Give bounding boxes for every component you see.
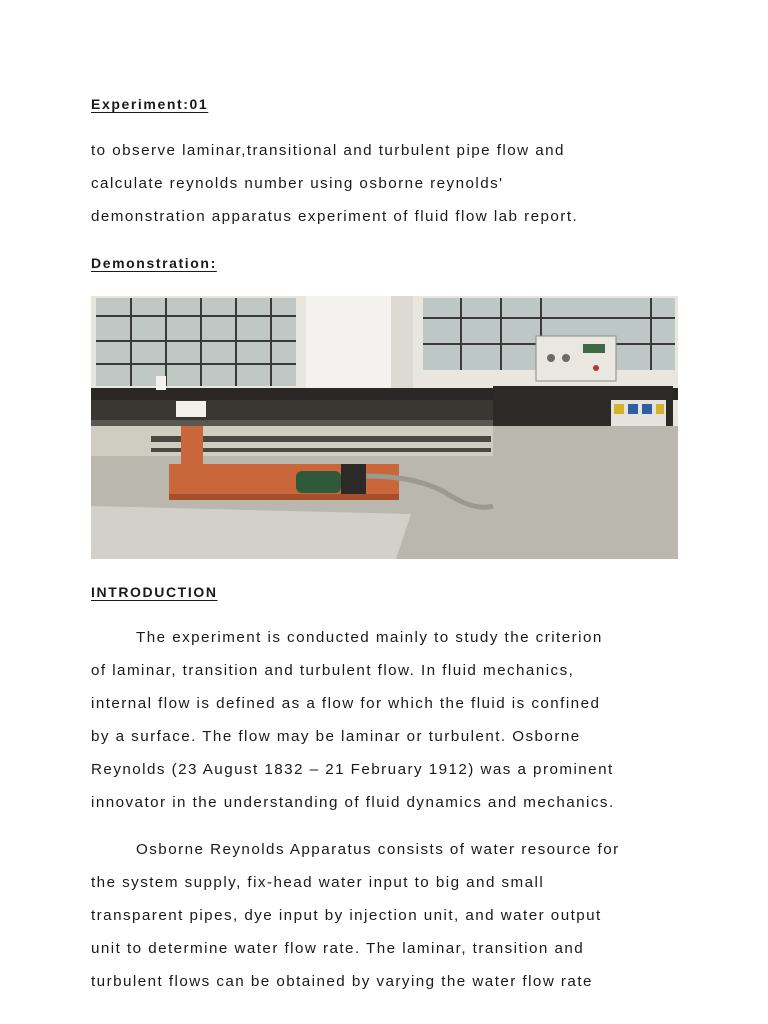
intro-line: the system supply, fix-head water input to big and small (91, 874, 545, 891)
intro-line: The experiment is conducted mainly to study the criterion (136, 629, 603, 646)
demonstration-heading: Demonstration: (91, 255, 217, 271)
apparatus-photo (91, 296, 678, 559)
aim-line: to observe laminar,transitional and turbulent pipe flow and (91, 142, 565, 159)
aim-line: calculate reynolds number using osborne reynolds' (91, 175, 504, 192)
intro-line: Reynolds (23 August 1832 – 21 February 1912) was a prominent (91, 761, 614, 778)
intro-line: by a surface. The flow may be laminar or turbulent. Osborne (91, 728, 581, 745)
experiment-heading: Experiment:01 (91, 96, 209, 112)
intro-line: of laminar, transition and turbulent flow. In fluid mechanics, (91, 662, 575, 679)
introduction-heading: INTRODUCTION (91, 584, 218, 600)
intro-line: innovator in the understanding of fluid dynamics and mechanics. (91, 794, 615, 811)
intro-line: Osborne Reynolds Apparatus consists of water resource for (136, 841, 620, 858)
aim-line: demonstration apparatus experiment of fluid flow lab report. (91, 208, 579, 225)
intro-line: unit to determine water flow rate. The laminar, transition and (91, 940, 585, 957)
intro-line: turbulent flows can be obtained by varying the water flow rate (91, 973, 593, 990)
intro-line: transparent pipes, dye input by injection unit, and water output (91, 907, 602, 924)
intro-line: internal flow is defined as a flow for which the fluid is confined (91, 695, 601, 712)
